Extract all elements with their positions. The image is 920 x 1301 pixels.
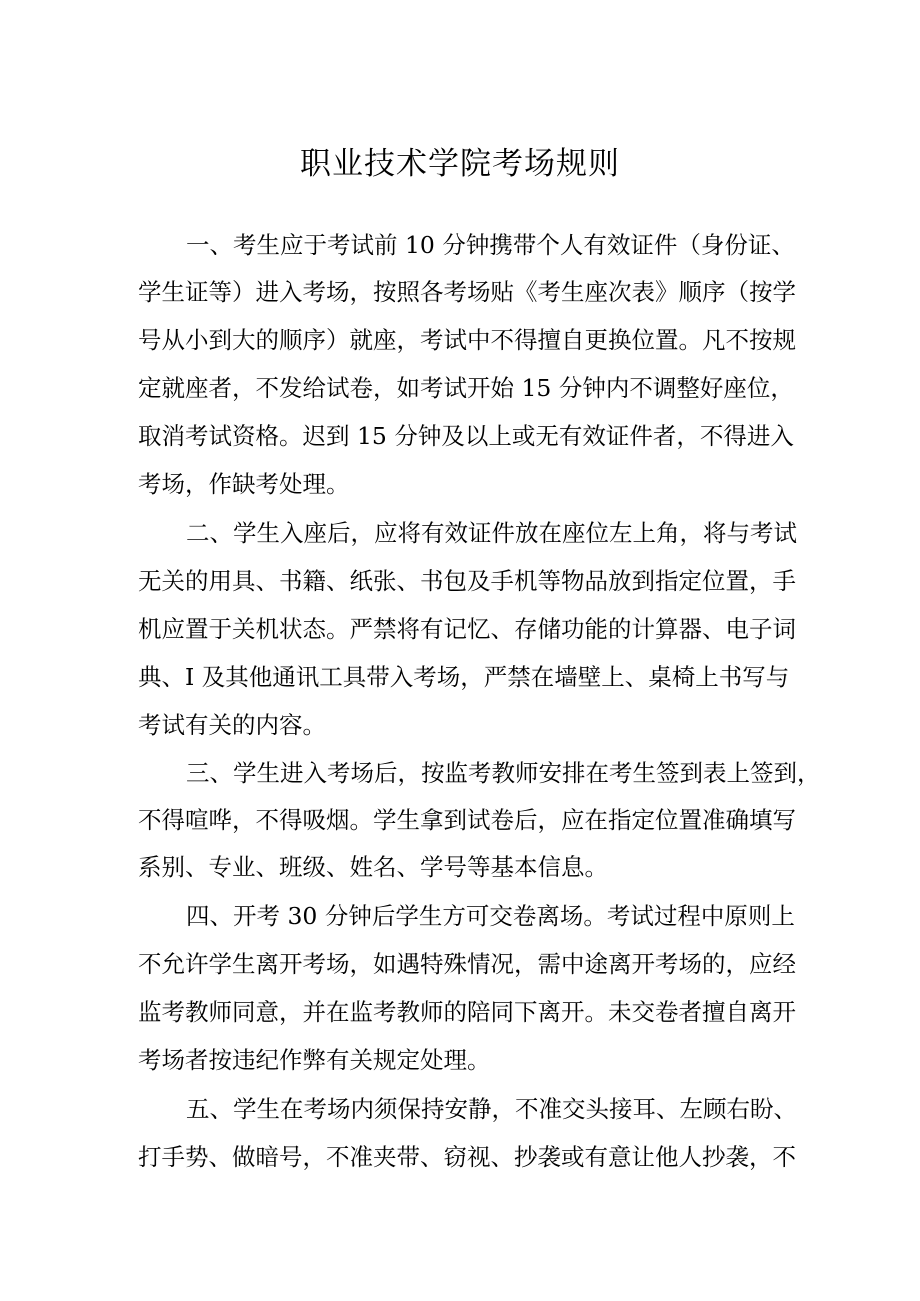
paragraph-line: 一、考生应于考试前 10 分钟携带个人有效证件（身份证、: [186, 231, 795, 259]
paragraph-line: 监考教师同意，并在监考教师的陪同下离开。未交卷者擅自离开: [138, 998, 796, 1026]
paragraph-line: 不允许学生离开考场，如遇特殊情况，需中途离开考场的，应经: [138, 950, 796, 978]
paragraph-line: 考场，作缺考处理。: [138, 470, 350, 498]
paragraph-line: 五、学生在考场内须保持安静，不准交头接耳、左顾右盼、: [186, 1095, 797, 1123]
paragraph-line: 考试有关的内容。: [138, 711, 326, 739]
paragraph-line: 四、开考 30 分钟后学生方可交卷离场。考试过程中原则上: [186, 902, 795, 930]
paragraph-line: 学生证等）进入考场，按照各考场贴《考生座次表》顺序（按学: [138, 278, 796, 306]
paragraph-line: 无关的用具、书籍、纸张、书包及手机等物品放到指定位置，手: [138, 567, 796, 595]
paragraph-line: 二、学生入座后，应将有效证件放在座位左上角，将与考试: [186, 519, 797, 547]
paragraph-line: 不得喧哗，不得吸烟。学生拿到试卷后，应在指定位置准确填写: [138, 806, 796, 834]
paragraph-line: 考场者按违纪作弊有关规定处理。: [138, 1046, 491, 1074]
paragraph-line: 打手势、做暗号，不准夹带、窃视、抄袭或有意让他人抄袭，不: [138, 1143, 796, 1171]
paragraph-line: 定就座者，不发给试卷，如考试开始 15 分钟内不调整好座位，: [138, 374, 794, 402]
paragraph-line: 典、I 及其他通讯工具带入考场，严禁在墙壁上、桌椅上书写与: [138, 663, 790, 691]
paragraph-line: 三、学生进入考场后，按监考教师安排在考生签到表上签到，: [186, 759, 821, 787]
document-title: 职业技术学院考场规则: [300, 146, 620, 182]
paragraph-line: 取消考试资格。迟到 15 分钟及以上或无有效证件者，不得进入: [138, 422, 794, 450]
paragraph-line: 机应置于关机状态。严禁将有记忆、存储功能的计算器、电子词: [138, 615, 796, 643]
paragraph-line: 号从小到大的顺序）就座，考试中不得擅自更换位置。凡不按规: [138, 326, 796, 354]
paragraph-line: 系别、专业、班级、姓名、学号等基本信息。: [138, 853, 608, 881]
